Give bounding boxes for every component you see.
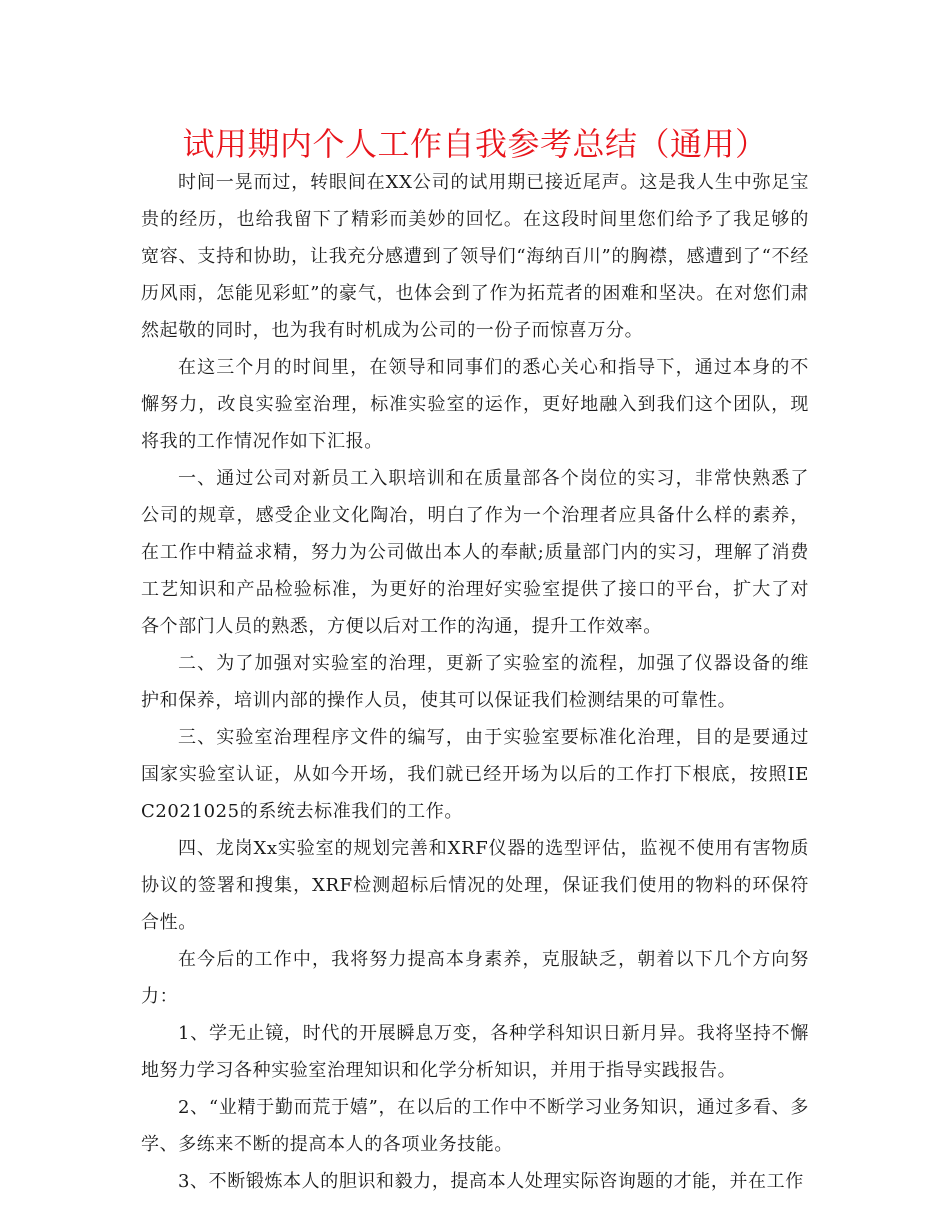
paragraph-plan-2: 2、“业精于勤而荒于嬉”，在以后的工作中不断学习业务知识，通过多看、多学、多练来不断的提高本人的各项业务技能。 <box>141 1097 809 1155</box>
paragraph-overview: 在这三个月的时间里，在领导和同事们的悉心关心和指导下，通过本身的不懈努力，改良实验室治理，标准实验室的运作，更好地融入到我们这个团队，现将我的工作情况作如下汇报。 <box>141 357 809 452</box>
document-body <box>141 164 809 1200</box>
document-title: 试用期内个人工作自我参考总结（通用） <box>182 125 768 163</box>
paragraph-future-plan: 在今后的工作中，我将努力提高本身素养，克服缺乏，朝着以下几个方向努力： <box>141 949 809 1007</box>
paragraph-item-3: 三、实验室治理程序文件的编写，由于实验室要标准化治理，目的是要通过国家实验室认证，从如今开场，我们就已经开场为以后的工作打下根底，按照IEC2021025的系统去标准我们的工作。 <box>141 727 809 822</box>
paragraph-item-1: 一、通过公司对新员工入职培训和在质量部各个岗位的实习，非常快熟悉了公司的规章，感受企业文化陶冶，明白了作为一个治理者应具备什么样的素养，在工作中精益求精，努力为公司做出本人的奉献;质量部门内的实习，理解了消费工艺知识和产品检验标准，为更好的治理好实验室提供了接口的平台，扩大了对各个部门人员的熟悉，方便以后对工作的沟通，提升工作效率。 <box>141 468 809 637</box>
paragraph-plan-1: 1、学无止镜，时代的开展瞬息万变，各种学科知识日新月异。我将坚持不懈地努力学习各种实验室治理知识和化学分析知识，并用于指导实践报告。 <box>141 1023 809 1081</box>
paragraph-intro: 时间一晃而过，转眼间在XX公司的试用期已接近尾声。这是我人生中弥足宝贵的经历，也给我留下了精彩而美妙的回忆。在这段时间里您们给予了我足够的宽容、支持和协助，让我充分感遭到了领导们“海纳百川”的胸襟，感遭到了“不经历风雨，怎能见彩虹”的豪气，也体会到了作为拓荒者的困难和坚决。在对您们肃然起敬的同时，也为我有时机成为公司的一份子而惊喜万分。 <box>141 172 809 341</box>
paragraph-item-4: 四、龙岗Xx实验室的规划完善和XRF仪器的选型评估，监视不使用有害物质协议的签署和搜集，XRF检测超标后情况的处理，保证我们使用的物料的环保符合性。 <box>141 838 809 933</box>
paragraph-item-2: 二、为了加强对实验室的治理，更新了实验室的流程，加强了仪器设备的维护和保养，培训内部的操作人员，使其可以保证我们检测结果的可靠性。 <box>141 653 809 711</box>
paragraph-plan-3: 3、不断锻炼本人的胆识和毅力，提高本人处理实际咨询题的才能，并在工作 <box>178 1171 804 1192</box>
